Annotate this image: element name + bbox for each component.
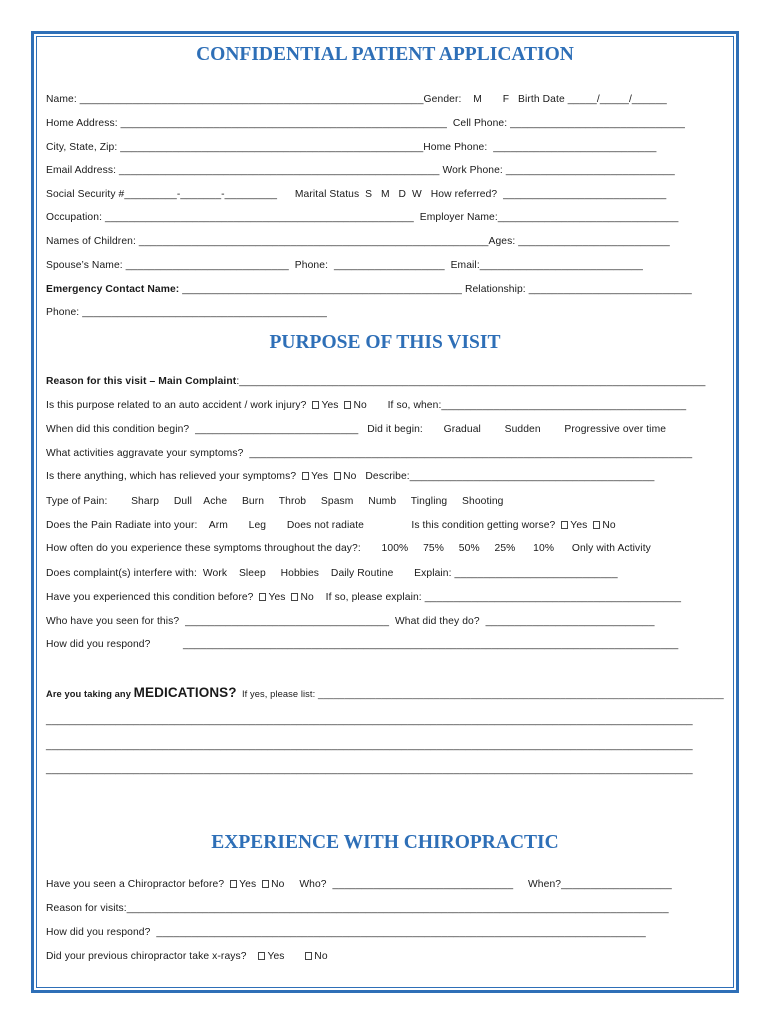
chiro-no-label: No xyxy=(271,879,285,890)
before-no-label: No xyxy=(300,592,314,603)
reason-line[interactable] xyxy=(46,375,705,388)
chiro-reason-line[interactable]: Reason for visits:_____________________________________________________________________________________________ xyxy=(46,903,669,914)
worse-no-checkbox[interactable] xyxy=(593,521,600,529)
medications-line[interactable] xyxy=(46,686,724,701)
xray-line[interactable] xyxy=(46,950,328,963)
relieved-describe-field: Describe:__________________________________________ xyxy=(356,471,655,482)
xray-yes-label: Yes xyxy=(267,951,285,962)
emergency-contact-line[interactable] xyxy=(46,283,692,296)
frequency-line[interactable]: How often do you experience these symptoms throughout the day?: 100% 75% 50% 25% 10% Only with Activity xyxy=(46,543,651,554)
xray-yes-checkbox[interactable] xyxy=(258,952,265,960)
xray-no-label: No xyxy=(314,951,328,962)
radiate-line[interactable] xyxy=(46,519,616,532)
chiro-who-when-field: Who? _______________________________ When?___________________ xyxy=(284,879,672,890)
relieved-no-label: No xyxy=(343,471,357,482)
city-line[interactable]: City, State, Zip: ____________________________________________________Home Phone: ____________________________ xyxy=(46,142,657,153)
medications-blank-1[interactable]: _______________________________________________________________________________________________________________ xyxy=(46,715,693,726)
before-explain-field: If so, please explain: ____________________________________________ xyxy=(313,592,682,603)
relieved-question: Is there anything, which has relieved your symptoms? xyxy=(46,471,303,482)
xray-question: Did your previous chiropractor take x-rays? xyxy=(46,951,259,962)
chiro-yes-checkbox[interactable] xyxy=(230,880,237,888)
reason-rest: :________________________________________________________________________________ xyxy=(236,376,706,387)
medications-tail: If yes, please list: _____________________________________________________________________________ xyxy=(236,689,724,699)
emergency-contact-label: Emergency Contact Name: xyxy=(46,284,180,295)
emergency-phone-line[interactable]: Phone: __________________________________________ xyxy=(46,307,327,318)
worse-yes-checkbox[interactable] xyxy=(561,521,568,529)
relieved-line[interactable] xyxy=(46,470,654,483)
worse-no-label: No xyxy=(602,520,616,531)
medications-word: MEDICATIONS? xyxy=(133,685,237,700)
interfere-line[interactable]: Does complaint(s) interfere with: Work Sleep Hobbies Daily Routine Explain: ____________________________ xyxy=(46,568,618,579)
medications-blank-2[interactable]: _______________________________________________________________________________________________________________ xyxy=(46,740,693,751)
respond-line[interactable]: How did you respond? _____________________________________________________________________________________ xyxy=(46,639,679,650)
auto-yes-checkbox[interactable] xyxy=(312,401,319,409)
auto-accident-question: Is this purpose related to an auto accident / work injury? xyxy=(46,400,313,411)
aggravate-line[interactable]: What activities aggravate your symptoms? ____________________________________________________________________________ xyxy=(46,448,693,459)
spouse-line[interactable]: Spouse’s Name: ____________________________ Phone: ___________________ Email:____________________________ xyxy=(46,260,643,271)
address-line[interactable]: Home Address: ________________________________________________________ Cell Phone: ______________________________ xyxy=(46,118,685,129)
auto-when-field: If so, when:__________________________________________ xyxy=(366,400,687,411)
chiro-respond-line[interactable]: How did you respond? ____________________________________________________________________________________ xyxy=(46,927,646,938)
relieved-yes-checkbox[interactable] xyxy=(302,472,309,480)
auto-yes-label: Yes xyxy=(321,400,339,411)
before-yes-checkbox[interactable] xyxy=(259,593,266,601)
medications-lead: Are you taking any xyxy=(46,689,134,699)
pain-type-line[interactable]: Type of Pain: Sharp Dull Ache Burn Throb Spasm Numb Tingling Shooting xyxy=(46,496,504,507)
chiropractic-title: EXPERIENCE WITH CHIROPRACTIC xyxy=(211,832,559,853)
before-no-checkbox[interactable] xyxy=(291,593,298,601)
xray-no-checkbox[interactable] xyxy=(305,952,312,960)
relieved-no-checkbox[interactable] xyxy=(334,472,341,480)
chiro-seen-question: Have you seen a Chiropractor before? xyxy=(46,879,231,890)
relieved-yes-label: Yes xyxy=(311,471,329,482)
auto-no-checkbox[interactable] xyxy=(344,401,351,409)
medications-blank-3[interactable]: _______________________________________________________________________________________________________________ xyxy=(46,764,693,775)
purpose-title: PURPOSE OF THIS VISIT xyxy=(269,332,501,353)
occupation-line[interactable]: Occupation: _____________________________________________________ Employer Name:_______________________________ xyxy=(46,212,679,223)
auto-accident-line[interactable] xyxy=(46,399,686,412)
worse-yes-label: Yes xyxy=(570,520,588,531)
auto-no-label: No xyxy=(353,400,367,411)
condition-before-question: Have you experienced this condition before? xyxy=(46,592,260,603)
chiro-no-checkbox[interactable] xyxy=(262,880,269,888)
chiro-seen-line[interactable] xyxy=(46,878,672,891)
reason-label: Reason for this visit – Main Complaint xyxy=(46,376,237,387)
chiro-yes-label: Yes xyxy=(239,879,257,890)
form-title: CONFIDENTIAL PATIENT APPLICATION xyxy=(196,44,574,65)
seen-for-this-line[interactable]: Who have you seen for this? ___________________________________ What did they do? _____________________________ xyxy=(46,616,655,627)
before-yes-label: Yes xyxy=(268,592,286,603)
children-line[interactable]: Names of Children: ____________________________________________________________Ages: __________________________ xyxy=(46,236,670,247)
ssn-line[interactable]: Social Security #_________-_______-_________ Marital Status S M D W How referred? ____________________________ xyxy=(46,189,667,200)
condition-begin-line[interactable]: When did this condition begin? ____________________________ Did it begin: Gradual Sudden Progressive over time xyxy=(46,424,667,435)
emergency-contact-rest: ________________________________________________ Relationship: ____________________________ xyxy=(179,284,692,295)
radiate-question: Does the Pain Radiate into your: Arm Leg Does not radiate Is this condition getting worse? xyxy=(46,520,562,531)
name-line[interactable]: Name: ___________________________________________________________Gender: M F Birth Date _____/_____/______ xyxy=(46,94,667,105)
email-line[interactable]: Email Address: _______________________________________________________ Work Phone: _____________________________ xyxy=(46,165,675,176)
condition-before-line[interactable] xyxy=(46,591,681,604)
